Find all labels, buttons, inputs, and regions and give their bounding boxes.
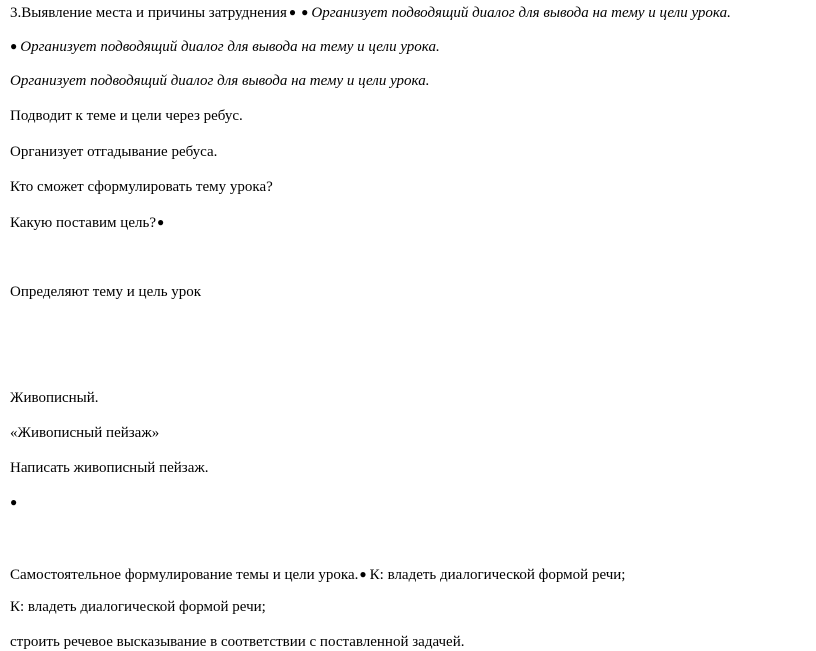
bullet-icon: ● xyxy=(288,5,297,19)
line-question-topic: Кто сможет сформулировать тему урока? xyxy=(10,179,273,195)
line-define-topic: Определяют тему и цель урок xyxy=(10,284,202,300)
communicative-skill-text: К: владеть диалогической формой речи; xyxy=(369,567,626,583)
line-rebus-guess: Организует отгадывание ребуса. xyxy=(10,144,218,160)
bullet-icon: ● xyxy=(10,39,18,53)
stage-title-text: 3.Выявление места и причины затруднения xyxy=(10,5,287,21)
line-landscape-title: «Живописный пейзаж» xyxy=(10,425,160,441)
self-formulation-text: Самостоятельное формулирование темы и цели урока. xyxy=(10,567,359,583)
line-dialog-2 xyxy=(10,37,440,56)
bullet-icon: ● xyxy=(156,215,165,229)
line-picturesque: Живописный. xyxy=(10,390,99,406)
bullet-icon: ● xyxy=(359,567,367,581)
line-self-formulation xyxy=(10,565,625,584)
italic-dialog-text: Организует подводящий диалог для вывода на тему и цели урока. xyxy=(311,5,731,21)
line-paint-landscape: Написать живописный пейзаж. xyxy=(10,460,209,476)
line-rebus: Подводит к теме и цели через ребус. xyxy=(10,108,243,124)
line-communicative-skill: К: владеть диалогической формой речи; xyxy=(10,599,266,615)
italic-dialog-text: Организует подводящий диалог для вывода на тему и цели урока. xyxy=(20,39,440,55)
line-speech-statement: строить речевое высказывание в соответствии с поставленной задачей. xyxy=(10,634,465,650)
line-stage-title xyxy=(10,3,731,22)
line-dialog-3: Организует подводящий диалог для вывода на тему и цели урока. xyxy=(10,73,430,89)
line-bullet-only xyxy=(10,493,20,512)
bullet-icon: ● xyxy=(10,495,18,509)
bullet-icon: ● xyxy=(301,5,309,19)
line-question-goal xyxy=(10,213,167,232)
question-goal-text: Какую поставим цель? xyxy=(10,215,156,231)
